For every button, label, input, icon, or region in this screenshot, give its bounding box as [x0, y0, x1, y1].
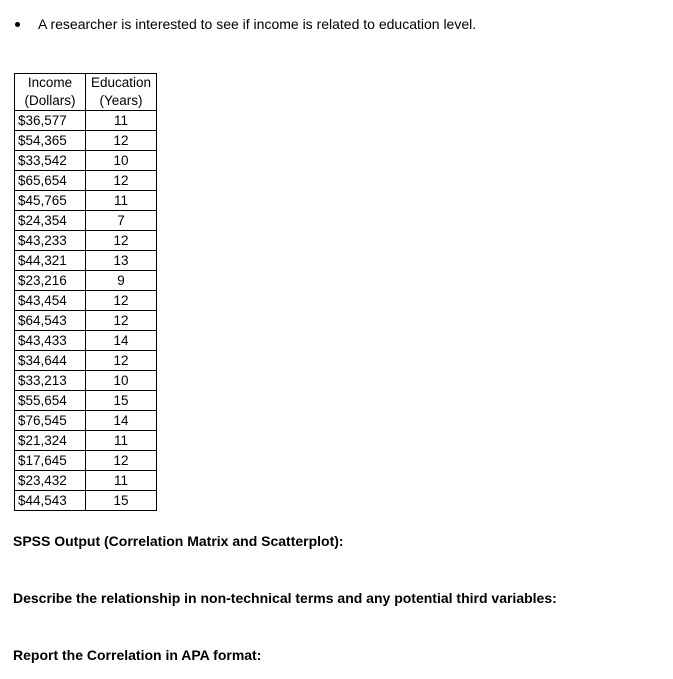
income-cell: $44,543 — [15, 491, 86, 511]
education-cell: 12 — [86, 131, 157, 151]
table-row — [15, 351, 157, 371]
report-apa-heading: Report the Correlation in APA format: — [13, 647, 262, 663]
table-row — [15, 251, 157, 271]
education-cell: 10 — [86, 151, 157, 171]
education-cell: 14 — [86, 411, 157, 431]
income-cell: $36,577 — [15, 111, 86, 131]
table-body — [15, 111, 157, 511]
education-cell: 11 — [86, 431, 157, 451]
education-cell: 13 — [86, 251, 157, 271]
table-row — [15, 271, 157, 291]
income-cell: $33,213 — [15, 371, 86, 391]
table-row — [15, 111, 157, 131]
income-header-line1: Income — [27, 75, 73, 90]
describe-relationship-heading: Describe the relationship in non-technical terms and any potential third variables: — [13, 590, 557, 606]
table-row — [15, 331, 157, 351]
education-cell: 12 — [86, 351, 157, 371]
bullet-icon — [15, 22, 20, 27]
income-cell: $54,365 — [15, 131, 86, 151]
income-cell: $43,433 — [15, 331, 86, 351]
education-cell: 9 — [86, 271, 157, 291]
income-cell: $24,354 — [15, 211, 86, 231]
table-row — [15, 411, 157, 431]
education-header — [86, 74, 157, 111]
income-cell: $33,542 — [15, 151, 86, 171]
education-cell: 11 — [86, 471, 157, 491]
income-cell: $55,654 — [15, 391, 86, 411]
table-row — [15, 371, 157, 391]
table-row — [15, 471, 157, 491]
spss-output-heading: SPSS Output (Correlation Matrix and Scatterplot): — [13, 533, 344, 549]
table-row — [15, 431, 157, 451]
income-cell: $23,216 — [15, 271, 86, 291]
table-row — [15, 131, 157, 151]
intro-text: A researcher is interested to see if income is related to education level. — [38, 16, 477, 32]
income-cell: $65,654 — [15, 171, 86, 191]
education-cell: 7 — [86, 211, 157, 231]
income-cell: $23,432 — [15, 471, 86, 491]
income-cell: $43,233 — [15, 231, 86, 251]
education-cell: 12 — [86, 231, 157, 251]
income-cell: $44,321 — [15, 251, 86, 271]
income-cell: $64,543 — [15, 311, 86, 331]
table-row — [15, 191, 157, 211]
education-cell: 15 — [86, 491, 157, 511]
income-header — [15, 74, 86, 111]
income-cell: $76,545 — [15, 411, 86, 431]
intro-line — [12, 16, 476, 32]
education-cell: 14 — [86, 331, 157, 351]
income-cell: $45,765 — [15, 191, 86, 211]
table-row — [15, 211, 157, 231]
table-row — [15, 391, 157, 411]
table-row — [15, 311, 157, 331]
table-header-row — [15, 74, 157, 111]
education-cell: 11 — [86, 191, 157, 211]
income-cell: $17,645 — [15, 451, 86, 471]
education-header-line2: (Years) — [99, 93, 143, 108]
table-row — [15, 231, 157, 251]
income-cell: $21,324 — [15, 431, 86, 451]
education-cell: 12 — [86, 451, 157, 471]
education-cell: 12 — [86, 291, 157, 311]
income-header-line2: (Dollars) — [24, 93, 76, 108]
income-cell: $34,644 — [15, 351, 86, 371]
table-row — [15, 451, 157, 471]
education-header-line1: Education — [90, 75, 152, 90]
table-row — [15, 151, 157, 171]
income-education-table — [14, 73, 157, 511]
table-row — [15, 291, 157, 311]
education-cell: 10 — [86, 371, 157, 391]
table-row — [15, 171, 157, 191]
education-cell: 15 — [86, 391, 157, 411]
education-cell: 11 — [86, 111, 157, 131]
table-row — [15, 491, 157, 511]
education-cell: 12 — [86, 311, 157, 331]
education-cell: 12 — [86, 171, 157, 191]
income-cell: $43,454 — [15, 291, 86, 311]
